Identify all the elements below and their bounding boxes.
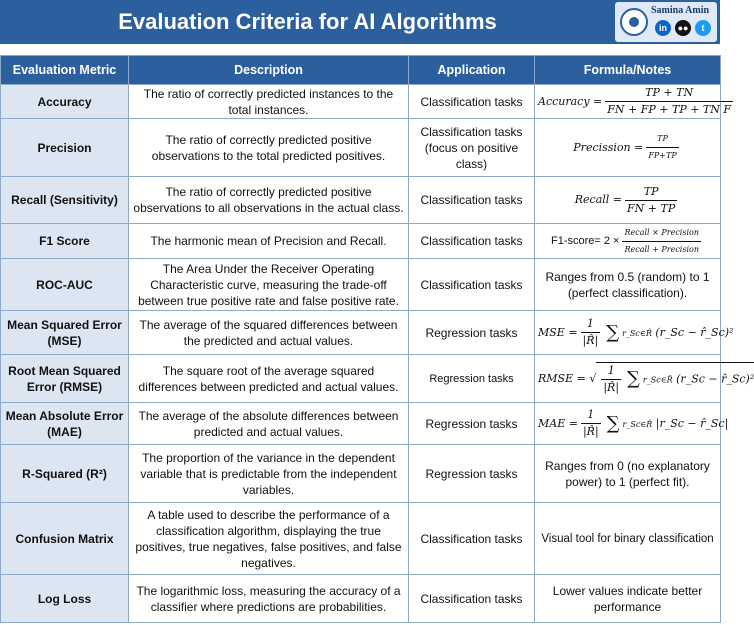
formula-denominator: FP+TP (648, 151, 677, 160)
formula-numerator: TP (625, 184, 677, 201)
sum-icon: ∑ (606, 321, 620, 343)
metric-description: The average of the absolute differences between predicted and actual values. (129, 403, 409, 445)
formula-denominator: FN + TP (627, 201, 676, 215)
brand-name: Samina Amin (651, 5, 710, 16)
table-row (1, 445, 721, 503)
table-row (1, 355, 721, 403)
formula-body: (r_Sc − r̂_Sc)² (655, 325, 734, 339)
metric-description: The average of the squared differences between the predicted and actual values. (129, 311, 409, 355)
formula-body: (r_Sc − r̂_Sc)² (676, 372, 754, 385)
formula-body: |r_Sc − r̂_Sc| (655, 416, 729, 430)
metric-description: The proportion of the variance in the dependent variable that is predictable from the independent variables. (129, 445, 409, 503)
table-row (1, 177, 721, 224)
formula-numerator: Recall × Precision (622, 225, 701, 242)
formula-denominator: |R̂| (582, 425, 599, 438)
table-row (1, 311, 721, 355)
metric-application: Regression tasks (409, 311, 535, 355)
formula-numerator: TP + TN (605, 85, 733, 102)
metric-description: The Area Under the Receiver Operating Characteristic curve, measuring the trade-off between true positive rate and false positive rate. (129, 259, 409, 311)
sum-icon: ∑ (606, 412, 620, 434)
metric-name: ROC-AUC (1, 259, 129, 311)
metric-formula (535, 311, 734, 355)
metric-application: Regression tasks (409, 445, 535, 503)
column-header-formula: Formula/Notes (535, 56, 721, 85)
criteria-table (0, 55, 754, 623)
metric-application: Classification tasks (409, 177, 535, 224)
metric-name: Confusion Matrix (1, 503, 129, 575)
header-bar (0, 0, 720, 44)
sum-subscript: r_Sc∈R̂ (642, 375, 673, 384)
formula-lhs: RMSE = (538, 372, 586, 385)
formula-lhs: Recall = (574, 193, 623, 206)
formula-numerator: 1 (581, 316, 601, 333)
table-row (1, 503, 721, 575)
formula-numerator: 1 (581, 407, 601, 424)
formula-numerator: TP (646, 131, 678, 148)
metric-description: The square root of the average squared differences between predicted and actual values. (129, 355, 409, 403)
metric-application: Classification tasks (409, 503, 535, 575)
metric-formula (535, 177, 721, 224)
metric-application: Classification tasks (409, 224, 535, 259)
column-header-metric: Evaluation Metric (1, 56, 129, 85)
metric-note: Ranges from 0.5 (random) to 1 (perfect classification). (535, 259, 721, 311)
formula-lhs: MAE = (538, 416, 578, 430)
formula-lhs: F1-score= 2 × (550, 234, 620, 247)
metric-description: The ratio of correctly predicted instances to the total instances. (129, 85, 409, 119)
twitter-icon[interactable]: t (695, 20, 711, 36)
metric-description: A table used to describe the performance of a classification algorithm, displaying the true positives, true negatives, false positives, and false negatives. (129, 503, 409, 575)
metric-formula (535, 85, 732, 119)
metric-formula (535, 403, 729, 445)
formula-lhs: Precission = (573, 140, 644, 154)
metric-formula (535, 119, 721, 177)
linkedin-icon[interactable]: in (655, 20, 671, 36)
metric-note: Lower values indicate better performance (535, 575, 721, 623)
table-row (1, 119, 721, 177)
column-header-description: Description (129, 56, 409, 85)
metric-name: R-Squared (R²) (1, 445, 129, 503)
metric-name: Root Mean Squared Error (RMSE) (1, 355, 129, 403)
metric-name: Precision (1, 119, 129, 177)
column-header-application: Application (409, 56, 535, 85)
formula-denominator: |R̂| (582, 334, 599, 347)
sum-subscript: r_Sc∈R̂ (622, 419, 653, 429)
metric-description: The logarithmic loss, measuring the accuracy of a classifier where predictions are probabilities. (129, 575, 409, 623)
table-row (1, 403, 721, 445)
metric-name: Mean Absolute Error (MAE) (1, 403, 129, 445)
metric-application: Regression tasks (409, 355, 535, 403)
medium-icon[interactable]: ●● (675, 20, 691, 36)
table-row (1, 85, 721, 119)
metric-description: The ratio of correctly predicted positive observations to all observations in the actual class. (129, 177, 409, 224)
metric-application: Classification tasks (focus on positive class) (409, 119, 535, 177)
metric-formula (535, 224, 721, 259)
metric-description: The harmonic mean of Precision and Recall. (129, 224, 409, 259)
metric-name: Accuracy (1, 85, 129, 119)
metric-name: Mean Squared Error (MSE) (1, 311, 129, 355)
sum-subscript: r_Sc∈R̂ (622, 328, 652, 338)
table-row (1, 575, 721, 623)
metric-application: Classification tasks (409, 85, 535, 119)
page-title: Evaluation Criteria for AI Algorithms (118, 9, 497, 34)
metric-name: F1 Score (1, 224, 129, 259)
formula-lhs: Accuracy = (538, 94, 603, 108)
metric-application: Classification tasks (409, 259, 535, 311)
table-row (1, 224, 721, 259)
metric-name: Log Loss (1, 575, 129, 623)
formula-denominator: Recall + Precision (624, 244, 699, 254)
sum-icon: ∑ (627, 368, 640, 389)
formula-denominator: |R̂| (603, 380, 620, 394)
metric-description: The ratio of correctly predicted positive observations to the total predicted positives. (129, 119, 409, 177)
metric-formula: RMSE = √ $\frac{1}{|R̂|}$ ∑ r_Sc∈R̂ (r_Sc − r̂_Sc)² (535, 355, 721, 403)
metric-application: Regression tasks (409, 403, 535, 445)
metric-note: Visual tool for binary classification (535, 503, 721, 575)
metric-note: Ranges from 0 (no explanatory power) to 1 (perfect fit). (535, 445, 721, 503)
table-row (1, 259, 721, 311)
metric-name: Recall (Sensitivity) (1, 177, 129, 224)
formula-lhs: MSE = (538, 325, 578, 339)
brand-logo-icon (620, 8, 648, 36)
formula-denominator: FN + FP + TP + TN F (607, 103, 732, 116)
brand-badge (615, 2, 717, 42)
metric-application: Classification tasks (409, 575, 535, 623)
formula-numerator: 1 (601, 363, 621, 380)
